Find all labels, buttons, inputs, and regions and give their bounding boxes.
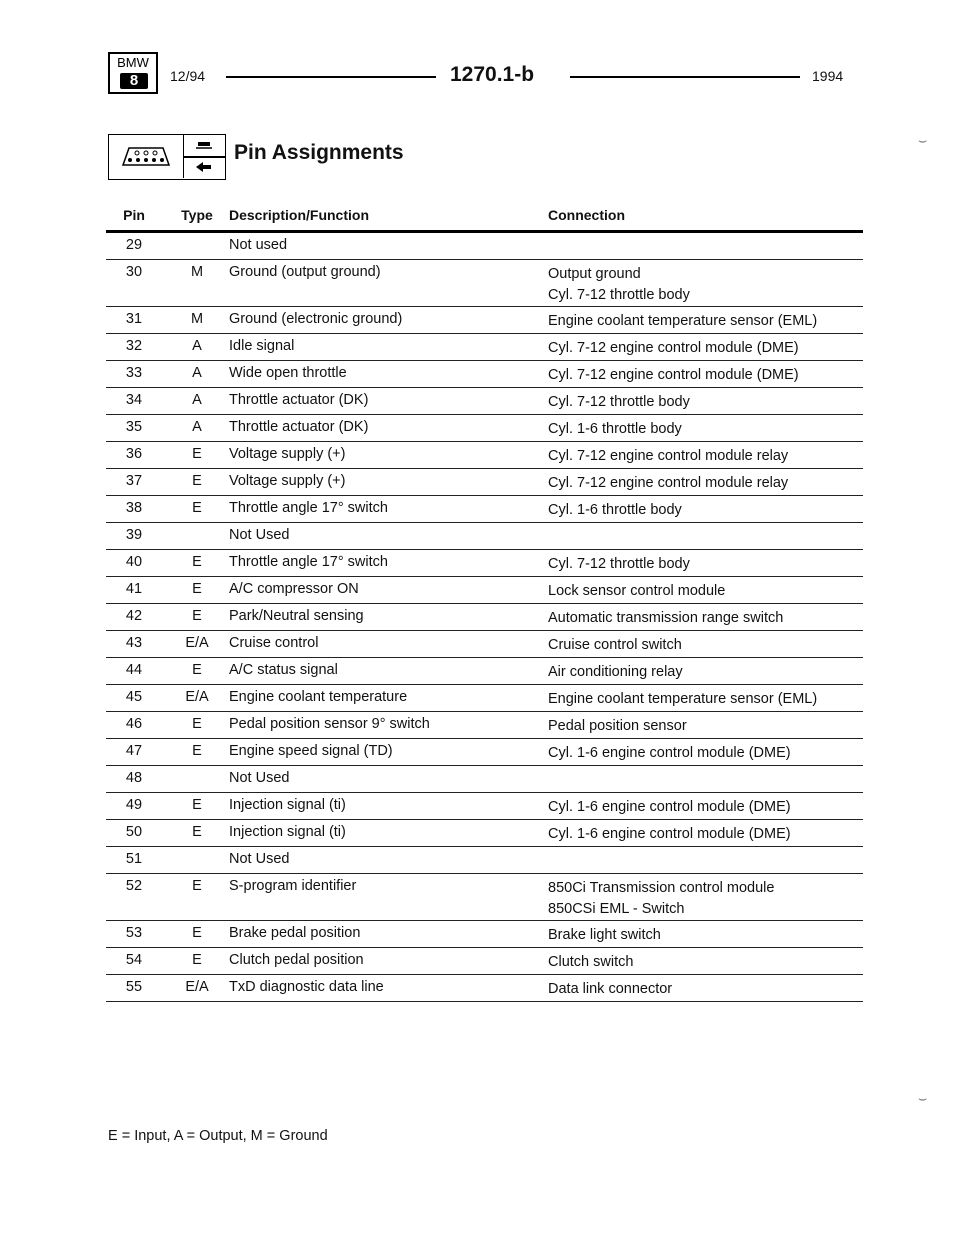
page-header bbox=[108, 52, 853, 92]
pin-assignment-table bbox=[106, 204, 863, 1002]
table-row bbox=[106, 361, 863, 388]
description-cell: Clutch pedal position bbox=[229, 952, 364, 968]
description-cell: Engine speed signal (TD) bbox=[229, 743, 393, 759]
pin-cell: 38 bbox=[125, 500, 143, 516]
connection-line: Cyl. 7-12 engine control module relay bbox=[548, 475, 789, 491]
type-cell: E bbox=[192, 500, 202, 516]
description-cell: Throttle actuator (DK) bbox=[229, 419, 369, 435]
connection-line: Data link connector bbox=[548, 981, 673, 997]
type-cell: M bbox=[190, 264, 204, 280]
connection-cell bbox=[548, 365, 799, 386]
scan-mark: ⌣ bbox=[918, 132, 928, 148]
connection-cell bbox=[548, 662, 683, 683]
pin-cell: 41 bbox=[125, 581, 143, 597]
connection-line: Cyl. 1-6 engine control module (DME) bbox=[548, 745, 791, 761]
pin-cell: 35 bbox=[125, 419, 143, 435]
connection-line: Cyl. 7-12 throttle body bbox=[548, 287, 690, 303]
connection-line: Brake light switch bbox=[548, 927, 661, 943]
type-cell: E bbox=[192, 824, 202, 840]
type-cell: E bbox=[192, 446, 202, 462]
connection-line: Air conditioning relay bbox=[548, 664, 683, 680]
description-cell: Pedal position sensor 9° switch bbox=[229, 716, 430, 732]
table-header-row bbox=[106, 204, 863, 233]
type-cell: E/A bbox=[185, 689, 209, 705]
pin-cell: 55 bbox=[125, 979, 143, 995]
pin-direction-icon bbox=[184, 135, 225, 178]
table-body bbox=[106, 233, 863, 1002]
description-cell: Not Used bbox=[229, 527, 290, 543]
description-cell: A/C compressor ON bbox=[229, 581, 359, 597]
description-cell: Not Used bbox=[229, 770, 290, 786]
description-cell: Park/Neutral sensing bbox=[229, 608, 364, 624]
table-row bbox=[106, 685, 863, 712]
connection-line: Cyl. 7-12 engine control module (DME) bbox=[548, 367, 799, 383]
connection-cell bbox=[548, 925, 661, 946]
pin-cell: 51 bbox=[125, 851, 143, 867]
description-cell: Ground (output ground) bbox=[229, 264, 381, 280]
table-row bbox=[106, 948, 863, 975]
pin-cell: 32 bbox=[125, 338, 143, 354]
description-cell: Brake pedal position bbox=[229, 925, 361, 941]
connection-line: Cyl. 1-6 throttle body bbox=[548, 421, 682, 437]
pin-cell: 31 bbox=[125, 311, 143, 327]
connection-cell bbox=[548, 716, 687, 737]
table-row bbox=[106, 604, 863, 631]
type-cell: E bbox=[192, 797, 202, 813]
connection-line: Cyl. 7-12 throttle body bbox=[548, 394, 690, 410]
connection-cell bbox=[548, 608, 783, 629]
pin-cell: 40 bbox=[125, 554, 143, 570]
type-cell: A bbox=[192, 392, 202, 408]
type-cell: E bbox=[192, 878, 202, 894]
pin-cell: 34 bbox=[125, 392, 143, 408]
pin-cell: 53 bbox=[125, 925, 143, 941]
table-row bbox=[106, 658, 863, 685]
description-cell: Voltage supply (+) bbox=[229, 473, 346, 489]
connection-line: Engine coolant temperature sensor (EML) bbox=[548, 691, 818, 707]
description-cell: TxD diagnostic data line bbox=[229, 979, 384, 995]
description-cell: A/C status signal bbox=[229, 662, 338, 678]
header-connection: Connection bbox=[548, 207, 625, 223]
header-type: Type bbox=[181, 207, 213, 223]
type-cell: E bbox=[192, 743, 202, 759]
type-cell: E bbox=[192, 952, 202, 968]
description-cell: Voltage supply (+) bbox=[229, 446, 346, 462]
pin-cell: 48 bbox=[125, 770, 143, 786]
pin-cell: 49 bbox=[125, 797, 143, 813]
connection-cell bbox=[548, 554, 690, 575]
table-row bbox=[106, 712, 863, 739]
legend-footnote: E = Input, A = Output, M = Ground bbox=[108, 1128, 328, 1144]
description-cell: S-program identifier bbox=[229, 878, 357, 894]
header-rule-left bbox=[226, 76, 436, 78]
connection-line: Pedal position sensor bbox=[548, 718, 687, 734]
table-row bbox=[106, 820, 863, 847]
section-icon-box bbox=[108, 134, 226, 180]
pin-cell: 50 bbox=[125, 824, 143, 840]
connection-cell bbox=[548, 689, 817, 710]
connection-cell bbox=[548, 797, 791, 818]
pin-cell: 46 bbox=[125, 716, 143, 732]
table-row bbox=[106, 523, 863, 550]
header-description: Description/Function bbox=[229, 207, 369, 223]
connection-cell bbox=[548, 500, 682, 521]
table-row bbox=[106, 415, 863, 442]
logo-brand: BMW bbox=[117, 55, 149, 70]
pin-cell: 47 bbox=[125, 743, 143, 759]
header-rule-right bbox=[570, 76, 800, 78]
table-row bbox=[106, 847, 863, 874]
connection-cell bbox=[548, 635, 682, 656]
pin-cell: 37 bbox=[125, 473, 143, 489]
description-cell: Throttle actuator (DK) bbox=[229, 392, 369, 408]
type-cell: M bbox=[190, 311, 204, 327]
type-cell: A bbox=[192, 338, 202, 354]
pin-cell: 43 bbox=[125, 635, 143, 651]
connection-cell bbox=[548, 979, 672, 1000]
connection-cell bbox=[548, 581, 725, 602]
pin-cell: 54 bbox=[125, 952, 143, 968]
description-cell: Not Used bbox=[229, 851, 290, 867]
description-cell: Injection signal (ti) bbox=[229, 824, 346, 840]
type-cell: E bbox=[192, 662, 202, 678]
type-cell: E bbox=[192, 473, 202, 489]
description-cell: Wide open throttle bbox=[229, 365, 347, 381]
table-row bbox=[106, 260, 863, 307]
pin-cell: 42 bbox=[125, 608, 143, 624]
connection-cell bbox=[548, 473, 788, 494]
connection-line: Cyl. 1-6 throttle body bbox=[548, 502, 682, 518]
pin-cell: 45 bbox=[125, 689, 143, 705]
connection-cell bbox=[548, 338, 799, 359]
header-date: 12/94 bbox=[170, 68, 206, 84]
type-cell: A bbox=[192, 419, 202, 435]
pin-cell: 33 bbox=[125, 365, 143, 381]
connection-cell bbox=[548, 743, 791, 764]
connection-line: Cyl. 1-6 engine control module (DME) bbox=[548, 799, 791, 815]
connection-line: Output ground bbox=[548, 266, 641, 282]
connection-line: Cyl. 1-6 engine control module (DME) bbox=[548, 826, 791, 842]
type-cell: E bbox=[192, 925, 202, 941]
type-cell: E/A bbox=[185, 635, 209, 651]
connection-cell bbox=[548, 824, 791, 845]
header-pin: Pin bbox=[123, 207, 145, 223]
table-row bbox=[106, 631, 863, 658]
connection-cell bbox=[548, 952, 633, 973]
description-cell: Not used bbox=[229, 237, 288, 253]
table-row bbox=[106, 793, 863, 820]
pin-cell: 44 bbox=[125, 662, 143, 678]
connection-line: 850Ci Transmission control module bbox=[548, 880, 775, 896]
type-cell: E bbox=[192, 581, 202, 597]
table-row bbox=[106, 975, 863, 1002]
table-row bbox=[106, 766, 863, 793]
connection-line: Automatic transmission range switch bbox=[548, 610, 784, 626]
description-cell: Injection signal (ti) bbox=[229, 797, 346, 813]
pin-cell: 30 bbox=[125, 264, 143, 280]
table-row bbox=[106, 388, 863, 415]
connection-cell bbox=[548, 392, 690, 413]
connection-line: Lock sensor control module bbox=[548, 583, 726, 599]
table-row bbox=[106, 874, 863, 921]
description-cell: Cruise control bbox=[229, 635, 319, 651]
connection-line: Clutch switch bbox=[548, 954, 634, 970]
description-cell: Ground (electronic ground) bbox=[229, 311, 403, 327]
connector-plug-icon bbox=[109, 135, 184, 178]
section-title: Pin Assignments bbox=[234, 141, 404, 164]
scan-mark: ⌣ bbox=[918, 1090, 928, 1106]
table-row bbox=[106, 442, 863, 469]
table-row bbox=[106, 469, 863, 496]
connection-line: Engine coolant temperature sensor (EML) bbox=[548, 313, 818, 329]
table-row bbox=[106, 739, 863, 766]
description-cell: Idle signal bbox=[229, 338, 295, 354]
table-row bbox=[106, 577, 863, 604]
connection-line: Cruise control switch bbox=[548, 637, 682, 653]
connection-cell bbox=[548, 419, 682, 440]
table-row bbox=[106, 550, 863, 577]
table-row bbox=[106, 334, 863, 361]
pin-cell: 36 bbox=[125, 446, 143, 462]
logo-series: 8 bbox=[120, 73, 148, 89]
connection-cell bbox=[548, 878, 774, 920]
bmw-8-series-logo bbox=[108, 52, 158, 94]
type-cell: E bbox=[192, 608, 202, 624]
connection-cell bbox=[548, 264, 690, 306]
table-row bbox=[106, 921, 863, 948]
table-row bbox=[106, 496, 863, 523]
connection-line: 850CSi EML - Switch bbox=[548, 901, 685, 917]
description-cell: Engine coolant temperature bbox=[229, 689, 408, 705]
connection-line: Cyl. 7-12 engine control module relay bbox=[548, 448, 789, 464]
type-cell: E bbox=[192, 716, 202, 732]
type-cell: A bbox=[192, 365, 202, 381]
document-code: 1270.1-b bbox=[450, 63, 535, 86]
table-row bbox=[106, 307, 863, 334]
pin-cell: 52 bbox=[125, 878, 143, 894]
pin-cell: 29 bbox=[125, 237, 143, 253]
pin-cell: 39 bbox=[125, 527, 143, 543]
description-cell: Throttle angle 17° switch bbox=[229, 554, 388, 570]
type-cell: E bbox=[192, 554, 202, 570]
connection-line: Cyl. 7-12 throttle body bbox=[548, 556, 690, 572]
type-cell: E/A bbox=[185, 979, 209, 995]
header-year: 1994 bbox=[812, 68, 844, 84]
connection-cell bbox=[548, 446, 788, 467]
connection-line: Cyl. 7-12 engine control module (DME) bbox=[548, 340, 799, 356]
description-cell: Throttle angle 17° switch bbox=[229, 500, 388, 516]
connection-cell bbox=[548, 311, 817, 332]
table-row bbox=[106, 233, 863, 260]
